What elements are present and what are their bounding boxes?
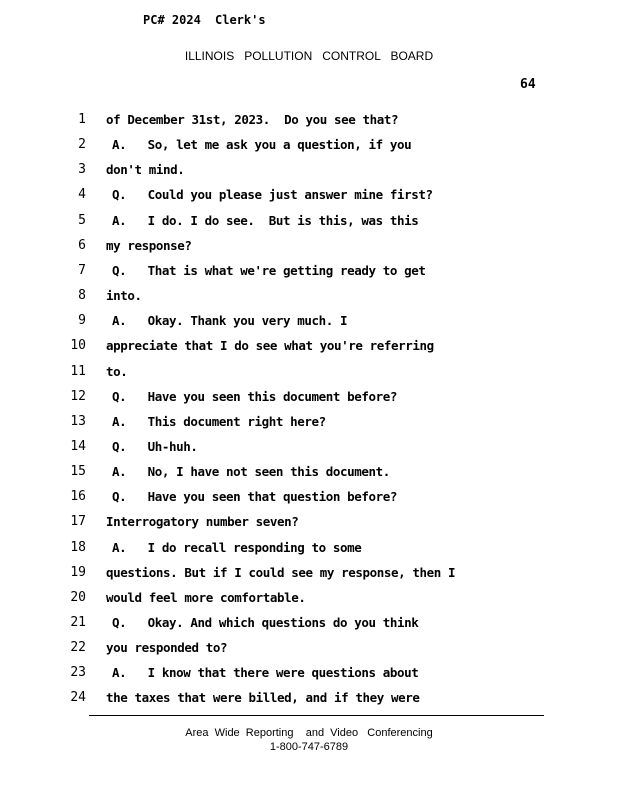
transcript-line (0, 540, 618, 560)
line-number: 22 (70, 640, 86, 656)
line-number: 13 (70, 413, 86, 429)
transcript-line (0, 565, 618, 585)
line-number: 5 (78, 212, 86, 228)
line-text: into. (106, 288, 142, 304)
line-number: 1 (78, 112, 86, 127)
transcript-line (0, 439, 618, 459)
line-text: Q. Could you please just answer mine first? (112, 187, 433, 203)
line-number: 18 (70, 539, 86, 555)
line-number: 19 (70, 564, 86, 580)
line-number: 20 (70, 589, 86, 605)
transcript-line (0, 187, 618, 207)
line-number: 24 (70, 690, 86, 706)
line-number: 21 (70, 615, 86, 630)
line-number: 14 (70, 438, 86, 454)
line-number: 4 (78, 187, 86, 203)
line-text: Q. That is what we're getting ready to get (112, 262, 426, 278)
line-text: A. I know that there were questions about (112, 665, 419, 681)
transcript-line (0, 313, 618, 333)
filing-stamp-text: PC# 2024 (143, 13, 201, 27)
line-number: 3 (78, 162, 86, 178)
transcript-line (0, 137, 618, 157)
page-header (0, 49, 618, 63)
line-text: you responded to? (106, 640, 228, 656)
line-number: 8 (78, 288, 86, 304)
transcript-line (0, 489, 618, 509)
line-text: of December 31st, 2023. Do you see that? (106, 112, 399, 127)
header-title: ILLINOIS POLLUTION CONTROL BOARD (184, 49, 434, 63)
line-number: 15 (70, 464, 86, 480)
line-text: Q. Okay. And which questions do you think (112, 615, 419, 630)
transcript-line (0, 665, 618, 685)
line-text: the taxes that were billed, and if they were (106, 690, 420, 706)
footer-rule (89, 715, 544, 716)
footer-phone: 1-800-747-6789 (269, 741, 349, 753)
line-text: Q. Uh-huh. (112, 438, 198, 454)
line-text: A. I do. I do see. But is this, was this (112, 212, 419, 228)
line-number: 11 (70, 363, 86, 379)
line-number: 2 (78, 137, 86, 153)
line-text: don't mind. (106, 162, 185, 178)
line-text: to. (106, 363, 128, 379)
line-text: A. So, let me ask you a question, if you (112, 137, 412, 153)
line-text: A. This document right here? (112, 413, 326, 429)
transcript-line (0, 514, 618, 534)
line-number: 17 (70, 514, 86, 530)
transcript-line (0, 288, 618, 308)
transcript-line (0, 112, 618, 132)
transcript-line (0, 162, 618, 182)
transcript-line (0, 364, 618, 384)
transcript-line (0, 414, 618, 434)
line-number: 23 (70, 665, 86, 681)
transcript-line (0, 263, 618, 283)
page-footer (0, 726, 618, 754)
transcript-line (0, 213, 618, 233)
line-number: 7 (78, 262, 86, 278)
line-text: appreciate that I do see what you're referring (106, 338, 434, 354)
transcript-line (0, 615, 618, 635)
line-number: 10 (70, 338, 86, 354)
line-number: 12 (70, 388, 86, 404)
line-text: questions. But if I could see my response, then I (106, 564, 456, 580)
transcript-line (0, 690, 618, 710)
transcript-line (0, 640, 618, 660)
footer-company: Area Wide Reporting and Video Conferencing (185, 727, 433, 739)
transcript-line (0, 338, 618, 358)
line-text: A. I do recall responding to some (112, 539, 362, 555)
transcript-line (0, 464, 618, 484)
filing-stamp-visible: Clerk's (215, 13, 266, 27)
line-text: A. No, I have not seen this document. (112, 464, 390, 480)
line-number: 9 (78, 313, 86, 329)
transcript-line (0, 389, 618, 409)
line-number: 16 (70, 489, 86, 505)
line-text: Q. Have you seen that question before? (112, 489, 398, 505)
line-text: Q. Have you seen this document before? (112, 388, 398, 404)
line-text: A. Okay. Thank you very much. I (112, 313, 348, 329)
transcript-line (0, 238, 618, 258)
line-text: my response? (106, 237, 192, 253)
transcript-line (0, 590, 618, 610)
page-number: 64 (520, 77, 536, 92)
line-text: Interrogatory number seven? (106, 514, 299, 530)
line-number: 6 (78, 237, 86, 253)
line-text: would feel more comfortable. (106, 589, 306, 605)
